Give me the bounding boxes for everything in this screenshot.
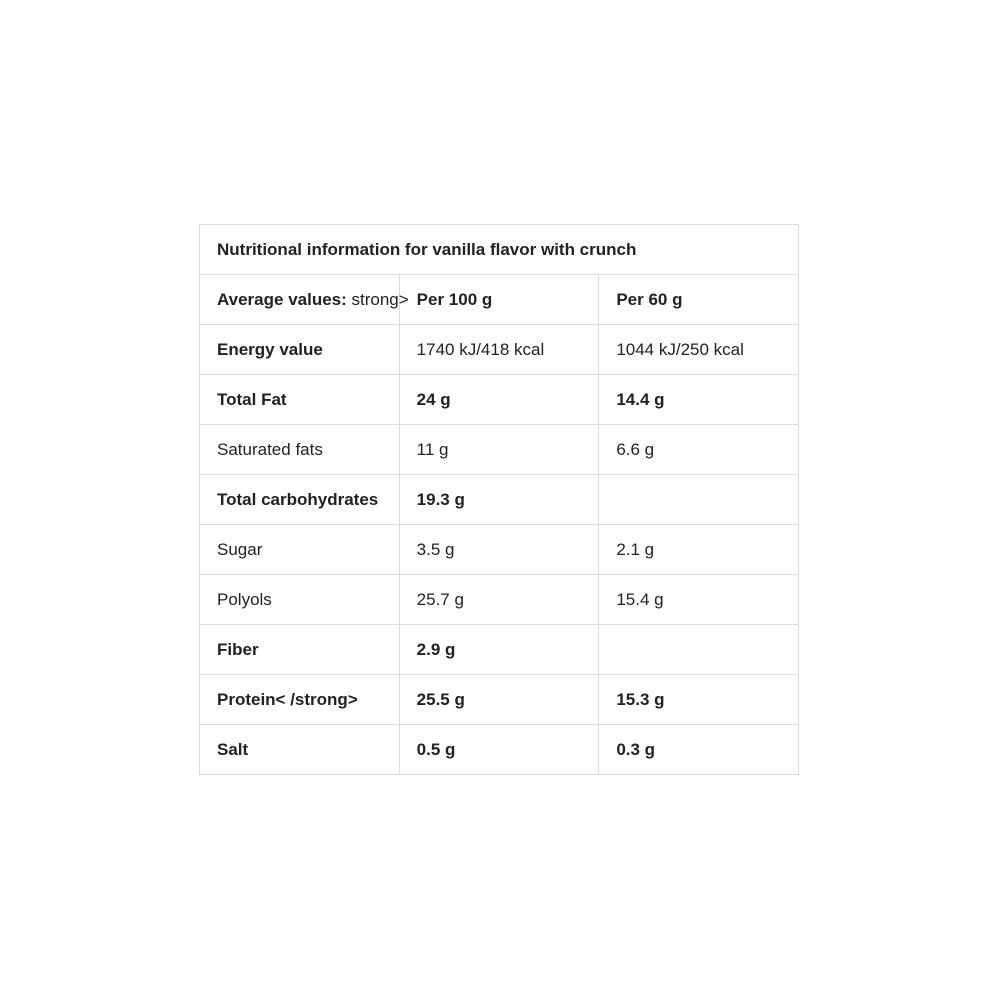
row-per-60g: 6.6 g (599, 425, 799, 475)
row-label: Salt (200, 725, 400, 775)
header-per-60g: Per 60 g (599, 275, 799, 325)
row-salt (200, 725, 799, 775)
row-per-60g: 15.3 g (599, 675, 799, 725)
row-energy-value (200, 325, 799, 375)
row-label: Protein< /strong> (200, 675, 400, 725)
row-label: Polyols (200, 575, 400, 625)
row-per-60g (599, 475, 799, 525)
row-per-100g: 3.5 g (399, 525, 599, 575)
row-saturated-fats (200, 425, 799, 475)
row-sugar (200, 525, 799, 575)
header-label-cell (200, 275, 409, 325)
row-per-100g: 1740 kJ/418 kcal (399, 325, 599, 375)
table-title: Nutritional information for vanilla flavor with crunch (200, 225, 799, 275)
row-protein (200, 675, 799, 725)
header-label-bold: Average values: (217, 290, 347, 309)
row-per-60g: 2.1 g (599, 525, 799, 575)
row-per-100g: 25.7 g (399, 575, 599, 625)
row-per-100g: 11 g (399, 425, 599, 475)
row-per-60g: 15.4 g (599, 575, 799, 625)
row-polyols (200, 575, 799, 625)
row-label: Saturated fats (200, 425, 400, 475)
header-per-100g: Per 100 g (399, 275, 599, 325)
row-label: Total carbohydrates (200, 475, 400, 525)
row-label: Fiber (200, 625, 400, 675)
header-row (200, 275, 799, 325)
title-row (200, 225, 799, 275)
row-label: Total Fat (200, 375, 400, 425)
row-per-60g: 1044 kJ/250 kcal (599, 325, 799, 375)
row-per-60g: 0.3 g (599, 725, 799, 775)
header-label-rest: strong> (346, 290, 409, 309)
nutrition-table (199, 224, 799, 775)
row-per-100g: 2.9 g (399, 625, 599, 675)
row-fiber (200, 625, 799, 675)
row-per-60g (599, 625, 799, 675)
row-per-100g: 25.5 g (399, 675, 599, 725)
row-per-60g: 14.4 g (599, 375, 799, 425)
row-per-100g: 24 g (399, 375, 599, 425)
row-total-carbohydrates (200, 475, 799, 525)
row-label: Energy value (200, 325, 400, 375)
row-per-100g: 19.3 g (399, 475, 599, 525)
row-per-100g: 0.5 g (399, 725, 599, 775)
row-label: Sugar (200, 525, 400, 575)
row-total-fat (200, 375, 799, 425)
